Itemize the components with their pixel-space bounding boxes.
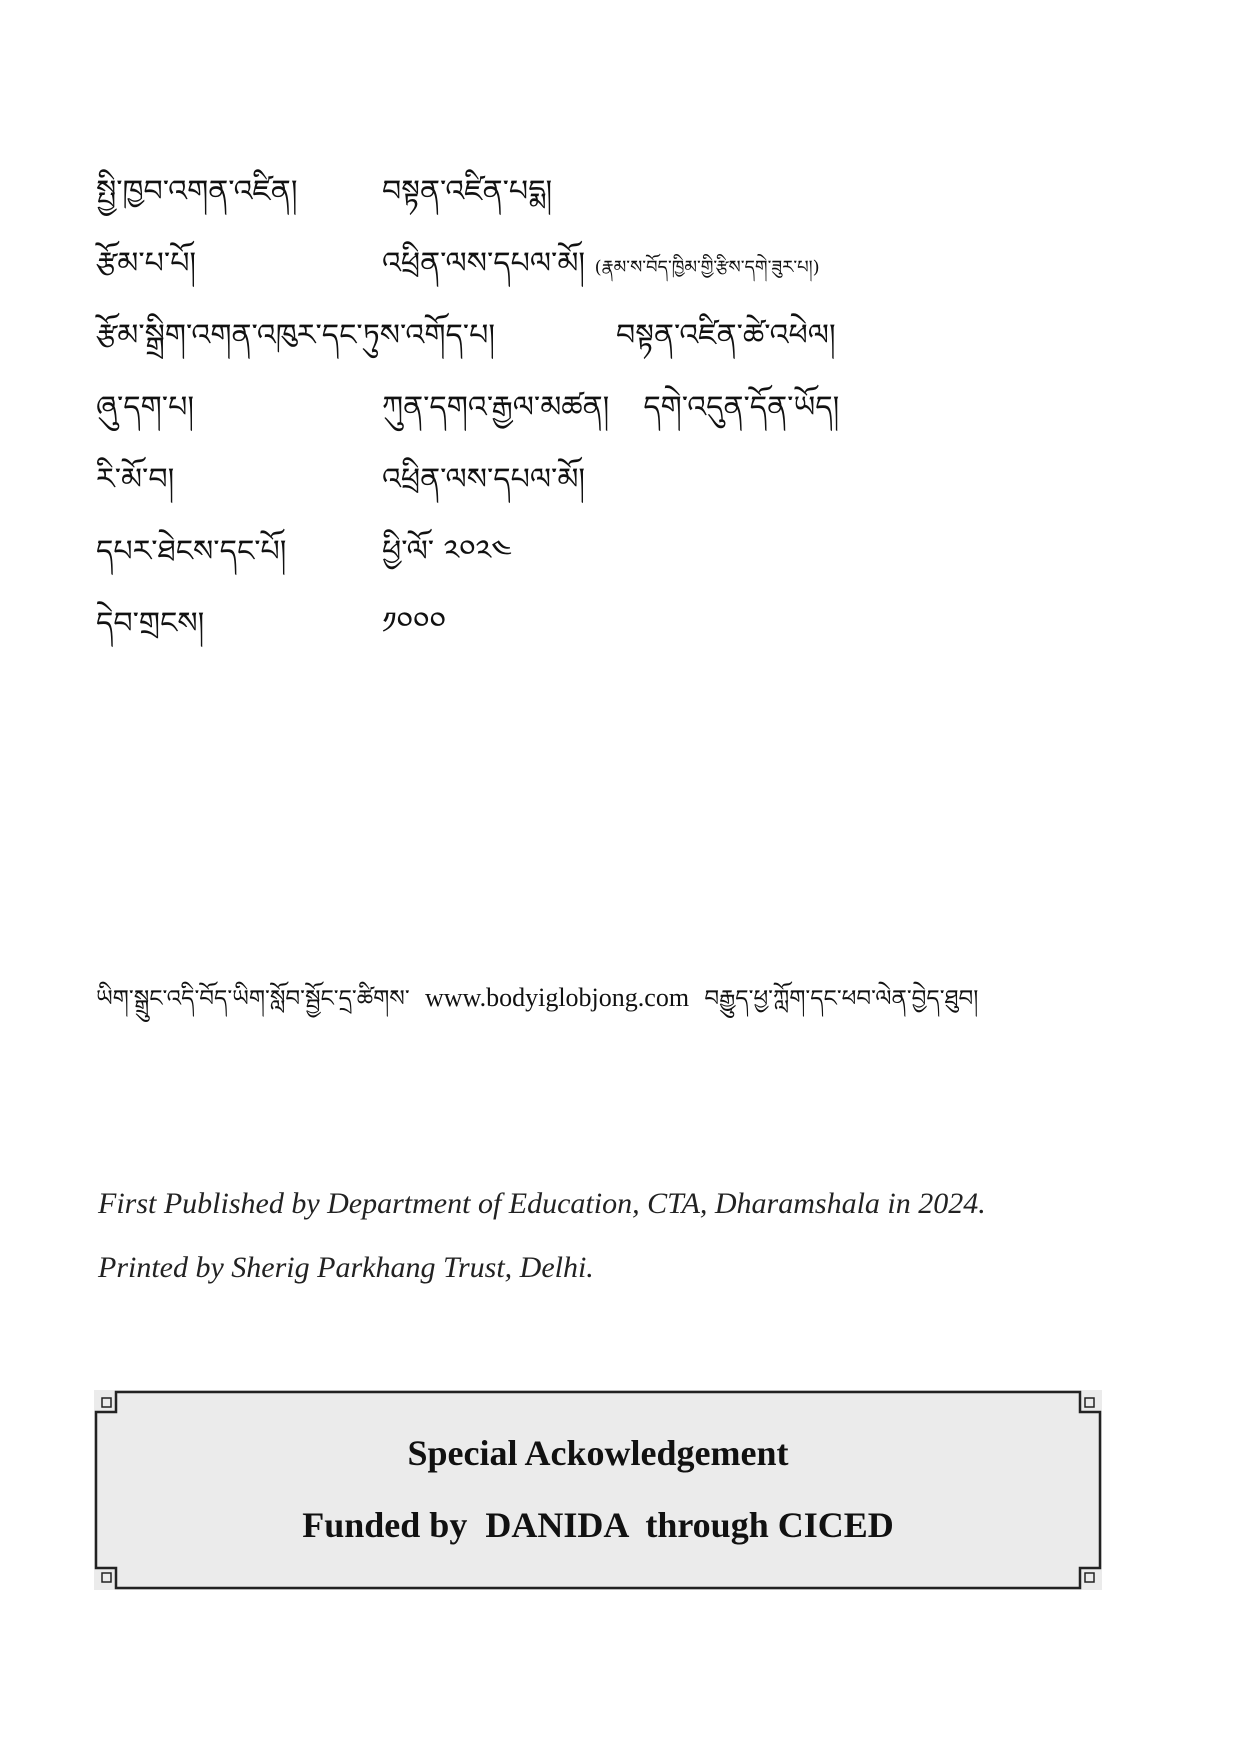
credit-value: ༡༠༠༠ (382, 606, 446, 641)
first-published-text: First Published by Department of Education, CTA, Dharamshala in 2024. (98, 1187, 986, 1220)
credit-label: རྩོམ་སྒྲིག་འགན་འཁུར་དང་ཏུས་འགོད་པ། (96, 318, 495, 353)
publication-info (98, 1172, 986, 1300)
credit-label: དཔར་ཐེངས་དང་པོ། (96, 534, 287, 569)
credit-row-illustrator (96, 456, 1156, 528)
credit-label: རི་མོ་བ། (96, 462, 175, 497)
website-prefix: ཡིག་སྒྲུང་འདི་བོད་ཡིག་སློབ་སྦྱོང་དྲ་ཚིགས་ (96, 986, 410, 1012)
credit-value: འཕྲིན་ལས་དཔལ་མོ། (382, 246, 586, 281)
credit-row-author (96, 240, 1156, 312)
website-suffix: བརྒྱུད་ཕྱ་ཀློག་དང་ཕབ་ལེན་བྱེད་ཐུབ། (704, 986, 979, 1012)
website-notice (96, 978, 1156, 1019)
credit-value: འཕྲིན་ལས་དཔལ་མོ། (382, 462, 586, 497)
credit-value: བསྟན་འཛིན་ཚེ་འཕེལ། (616, 318, 836, 353)
credit-row-director (96, 168, 1156, 240)
credit-value-group (382, 240, 820, 292)
credit-label: ཞུ་དག་པ། (96, 390, 194, 425)
credit-label: དེབ་གྲངས། (96, 606, 205, 641)
credit-row-editor (96, 312, 1156, 384)
credit-value-second: དགེ་འདུན་དོན་ཡོད། (643, 390, 840, 425)
credit-value: ཀུན་དགའ་རྒྱལ་མཚན། (382, 390, 610, 425)
acknowledgement-box (94, 1390, 1102, 1590)
credit-note: (རྣམ་ས་བོད་ཁྱིམ་གྱི་རྩིས་དགེ་ཟུར་པ།) (594, 257, 820, 278)
decorative-frame (94, 1390, 1102, 1590)
credit-value-group (382, 384, 839, 432)
credit-row-first-edition (96, 528, 1156, 600)
credit-row-copies (96, 600, 1156, 672)
credit-value: བསྟན་འཛིན་པདྨ། (382, 174, 553, 209)
acknowledgement-title: Special Ackowledgement (407, 1433, 789, 1473)
credit-label: རྩོམ་པ་པོ། (96, 246, 197, 281)
credit-row-proofreaders (96, 384, 1156, 456)
credits-list (96, 168, 1156, 672)
printed-by-text: Printed by Sherig Parkhang Trust, Delhi. (98, 1251, 594, 1284)
credit-label: སྤྱི་ཁྱབ་འགན་འཛིན། (96, 174, 298, 209)
website-link[interactable]: www.bodyiglobjong.com (424, 983, 690, 1012)
credit-value: ཕྱི་ལོ་ ༢༠༢༤ (382, 534, 512, 569)
acknowledgement-funding: Funded by DANIDA through CICED (302, 1505, 894, 1545)
